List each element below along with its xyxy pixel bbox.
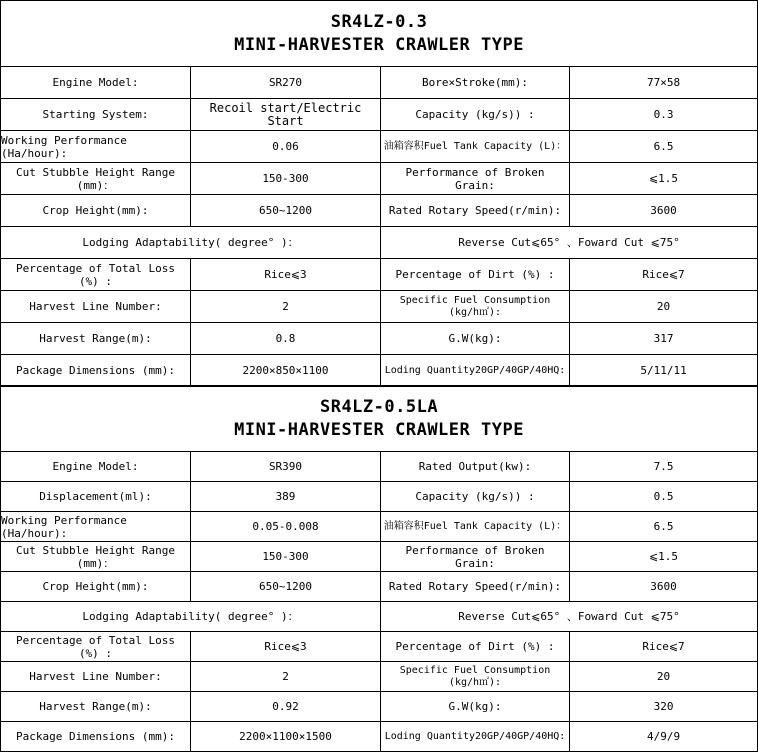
spec-value: 0.3 bbox=[570, 99, 758, 131]
spec-value: 0.05-0.008 bbox=[191, 512, 381, 542]
spec-row bbox=[1, 67, 758, 99]
spec-label: Loding Quantity20GP/40GP/40HQ: bbox=[381, 355, 570, 387]
spec-label: Rated Output(kw): bbox=[381, 452, 570, 482]
spec-row bbox=[1, 291, 758, 323]
spec-label: Cut Stubble Height Range (mm)： bbox=[1, 163, 191, 195]
spec-label: Engine Model: bbox=[1, 67, 191, 99]
spec-label: Performance of Broken Grain: bbox=[381, 542, 570, 572]
spec-value: 650~1200 bbox=[191, 195, 381, 227]
spec-label: Rated Rotary Speed(r/min): bbox=[381, 572, 570, 602]
spec-value: 3600 bbox=[570, 572, 758, 602]
spec-value: 2200×850×1100 bbox=[191, 355, 381, 387]
spec-label: Specific Fuel Consumption (kg/h㎡): bbox=[381, 662, 570, 692]
spec-value: 150-300 bbox=[191, 542, 381, 572]
spec-value: 0.5 bbox=[570, 482, 758, 512]
spec-row bbox=[1, 259, 758, 291]
spec-label: G.W(kg): bbox=[381, 692, 570, 722]
spec-value: 2200×1100×1500 bbox=[191, 722, 381, 752]
spec-value: SR270 bbox=[191, 67, 381, 99]
spec-value: ⩽1.5 bbox=[570, 163, 758, 195]
spec-row bbox=[1, 482, 758, 512]
spec-value: 150-300 bbox=[191, 163, 381, 195]
spec-value: 20 bbox=[570, 291, 758, 323]
spec-row bbox=[1, 163, 758, 195]
spec-value: 5/11/11 bbox=[570, 355, 758, 387]
spec-value: 4/9/9 bbox=[570, 722, 758, 752]
spec-label: G.W(kg): bbox=[381, 323, 570, 355]
spec-label: Bore×Stroke(mm): bbox=[381, 67, 570, 99]
spec-label: Percentage of Dirt (%) : bbox=[381, 259, 570, 291]
spec-row bbox=[1, 602, 758, 632]
spec-value: Rice⩽7 bbox=[570, 259, 758, 291]
spec-label: Engine Model: bbox=[1, 452, 191, 482]
spec-label: Capacity (kg/s)) : bbox=[381, 482, 570, 512]
spec-row bbox=[1, 512, 758, 542]
section-title bbox=[1, 1, 758, 67]
spec-label: Performance of Broken Grain: bbox=[381, 163, 570, 195]
spec-row bbox=[1, 323, 758, 355]
spec-label: Crop Height(mm): bbox=[1, 195, 191, 227]
spec-label: Percentage of Total Loss (%) : bbox=[1, 632, 191, 662]
spec-value: 2 bbox=[191, 662, 381, 692]
spec-label: 油箱容积Fuel Tank Capacity (L)： bbox=[381, 512, 570, 542]
spec-row bbox=[1, 692, 758, 722]
spec-label: Working Performance (Ha/hour): bbox=[1, 512, 191, 542]
spec-label: Specific Fuel Consumption (kg/h㎡): bbox=[381, 291, 570, 323]
spec-row bbox=[1, 572, 758, 602]
spec-row bbox=[1, 452, 758, 482]
spec-label: Cut Stubble Height Range (mm)： bbox=[1, 542, 191, 572]
spec-value: 77×58 bbox=[570, 67, 758, 99]
spec-value: Rice⩽3 bbox=[191, 632, 381, 662]
spec-label: Harvest Line Number: bbox=[1, 291, 191, 323]
spec-value: 389 bbox=[191, 482, 381, 512]
spec-label: Harvest Line Number: bbox=[1, 662, 191, 692]
spec-value: 20 bbox=[570, 662, 758, 692]
spec-value: 0.92 bbox=[191, 692, 381, 722]
spec-label: Lodging Adaptability( degree° )： bbox=[1, 602, 381, 632]
spec-label: Harvest Range(m): bbox=[1, 692, 191, 722]
spec-label: Crop Height(mm): bbox=[1, 572, 191, 602]
spec-value: Reverse Cut⩽65° 、Foward Cut ⩽75° bbox=[381, 227, 758, 259]
spec-value: 3600 bbox=[570, 195, 758, 227]
spec-value: 6.5 bbox=[570, 131, 758, 163]
spec-value: Recoil start/Electric Start bbox=[191, 99, 381, 131]
spec-row bbox=[1, 355, 758, 387]
spec-value: 2 bbox=[191, 291, 381, 323]
spec-label: Package Dimensions (mm): bbox=[1, 722, 191, 752]
model-name: SR4LZ-0.3 bbox=[330, 11, 428, 32]
spec-label: Displacement(ml): bbox=[1, 482, 191, 512]
spec-value: ⩽1.5 bbox=[570, 542, 758, 572]
spec-value: SR390 bbox=[191, 452, 381, 482]
spec-row bbox=[1, 632, 758, 662]
spec-value: 317 bbox=[570, 323, 758, 355]
model-subtitle: MINI-HARVESTER CRAWLER TYPE bbox=[234, 34, 524, 55]
spec-label: Rated Rotary Speed(r/min): bbox=[381, 195, 570, 227]
spec-value: 7.5 bbox=[570, 452, 758, 482]
spec-value: 0.8 bbox=[191, 323, 381, 355]
spec-value: Rice⩽7 bbox=[570, 632, 758, 662]
spec-row bbox=[1, 99, 758, 131]
spec-label: Working Performance (Ha/hour): bbox=[1, 131, 191, 163]
spec-row bbox=[1, 195, 758, 227]
spec-label: 油箱容积Fuel Tank Capacity (L)： bbox=[381, 131, 570, 163]
spec-row bbox=[1, 131, 758, 163]
spec-label: Harvest Range(m): bbox=[1, 323, 191, 355]
spec-label: Capacity (kg/s)) : bbox=[381, 99, 570, 131]
spec-value: 6.5 bbox=[570, 512, 758, 542]
spec-label: Lodging Adaptability( degree° )： bbox=[1, 227, 381, 259]
spec-label: Loding Quantity20GP/40GP/40HQ: bbox=[381, 722, 570, 752]
spec-label: Package Dimensions (mm): bbox=[1, 355, 191, 387]
spec-value: 320 bbox=[570, 692, 758, 722]
spec-row bbox=[1, 662, 758, 692]
spec-table-sr4lz-05la bbox=[0, 385, 758, 752]
spec-value: Reverse Cut⩽65° 、Foward Cut ⩽75° bbox=[381, 602, 758, 632]
model-subtitle: MINI-HARVESTER CRAWLER TYPE bbox=[234, 419, 524, 440]
model-name: SR4LZ-0.5LA bbox=[319, 396, 439, 417]
spec-value: 650~1200 bbox=[191, 572, 381, 602]
spec-label: Starting System: bbox=[1, 99, 191, 131]
spec-row bbox=[1, 542, 758, 572]
spec-value: 0.06 bbox=[191, 131, 381, 163]
spec-row bbox=[1, 227, 758, 259]
spec-row bbox=[1, 722, 758, 752]
spec-value: Rice⩽3 bbox=[191, 259, 381, 291]
spec-label: Percentage of Dirt (%) : bbox=[381, 632, 570, 662]
section-title bbox=[1, 386, 758, 452]
spec-label: Percentage of Total Loss (%) : bbox=[1, 259, 191, 291]
